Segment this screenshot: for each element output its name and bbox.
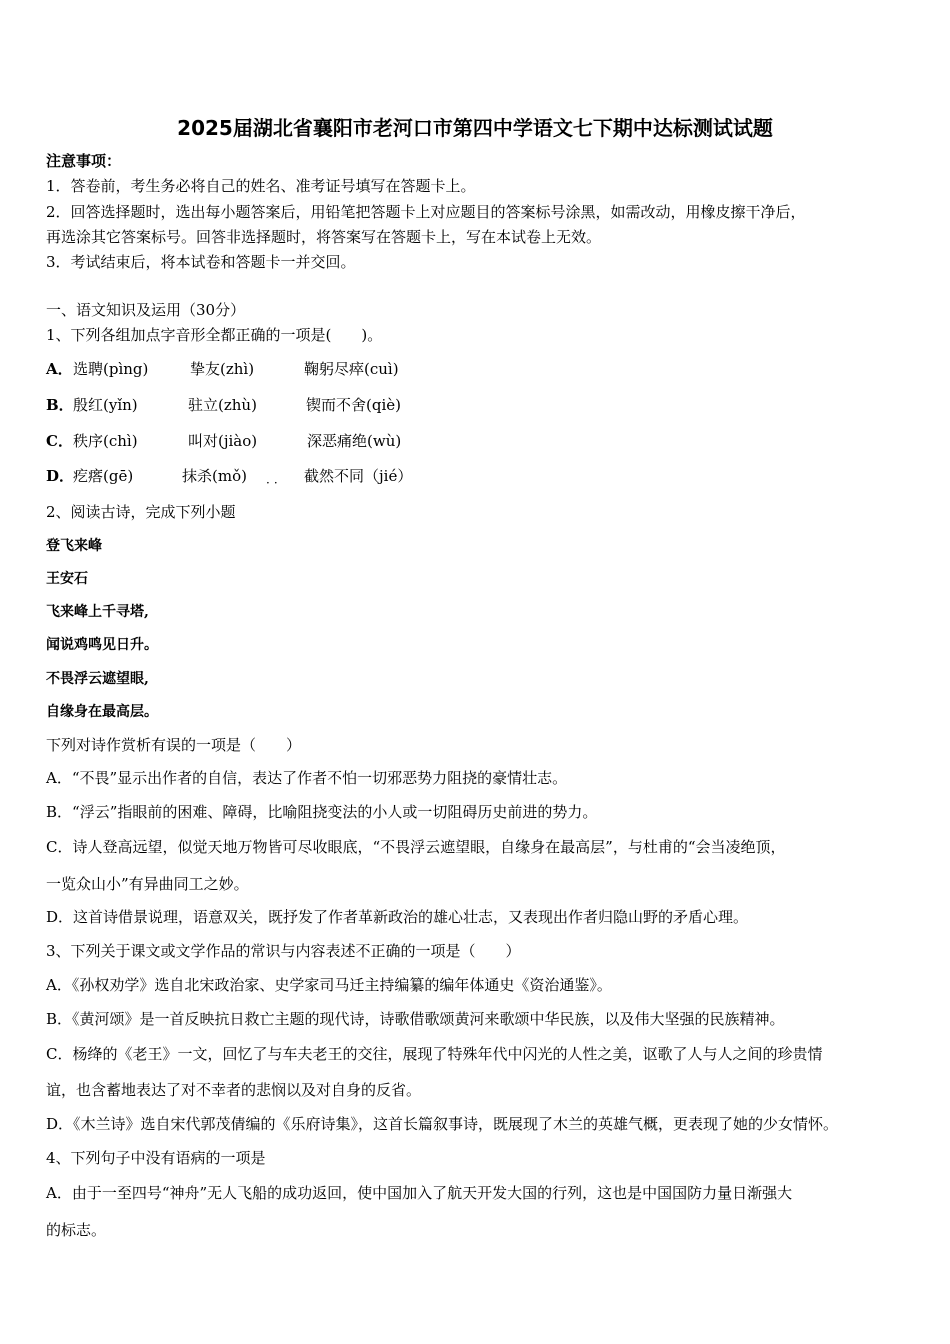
- q3-option: D．《木兰诗》选自宋代郭茂倩编的《乐府诗集》，这首长篇叙事诗，既展现了木兰的英雄气概，更表现了她的少女情怀。: [46, 1115, 839, 1133]
- emphasis-dots: ··: [266, 476, 282, 490]
- poem-line: 闻说鸡鸣见日升。: [46, 637, 158, 653]
- notice-item: 3．考试结束后，将本试卷和答题卡一并交回。: [46, 253, 356, 271]
- q1-stem: 1、下列各组加点字音形全都正确的一项是( )。: [46, 326, 383, 344]
- poem-line: 飞来峰上千寻塔,: [46, 604, 149, 620]
- option-item: 挚友(zhì): [190, 360, 255, 378]
- option-label: A．: [46, 360, 73, 378]
- q2-option: A．“不畏”显示出作者的自信，表达了作者不怕一切邪恶势力阻挠的豪情壮志。: [46, 769, 568, 787]
- option-item: 锲而不舍(qiè): [306, 396, 401, 414]
- q4-stem: 4、下列句子中没有语病的一项是: [46, 1149, 266, 1167]
- q2-option: D．这首诗借景说理，语意双关，既抒发了作者革新政治的雄心壮志，又表现出作者归隐山野的矛盾心理。: [46, 908, 749, 926]
- q3-option: A．《孙权劝学》选自北宋政治家、史学家司马迁主持编纂的编年体通史《资治通鉴》。: [46, 976, 612, 994]
- option-item: 秩序(chì): [73, 432, 138, 450]
- poem-title: 登飞来峰: [46, 538, 102, 554]
- option-item: 叫对(jiào): [188, 432, 258, 450]
- section-heading: 一、语文知识及运用（30分）: [46, 301, 246, 319]
- poem-line: 自缘身在最高层。: [46, 704, 158, 720]
- option-label: B．: [46, 396, 74, 414]
- q2-option: B．“浮云”指眼前的困难、障碍，比喻阻挠变法的小人或一切阻碍历史前进的势力。: [46, 803, 598, 821]
- q2-option: 一览众山小”有异曲同工之妙。: [46, 875, 249, 893]
- notice-heading: 注意事项：: [46, 152, 122, 170]
- poem-author: 王安石: [46, 571, 88, 587]
- q2-option: C．诗人登高远望，似觉天地万物皆可尽收眼底，“不畏浮云遮望眼，自缘身在最高层”，与杜甫的“会当凌绝顶，: [46, 838, 786, 856]
- option-item: 疙瘩(gē): [73, 467, 134, 485]
- option-item: 殷红(yǐn): [73, 396, 138, 414]
- q4-option: 的标志。: [46, 1221, 107, 1239]
- q3-option: 谊，也含蓄地表达了对不幸者的悲悯以及对自身的反省。: [46, 1081, 422, 1099]
- notice-item: 2．回答选择题时，选出每小题答案后，用铅笔把答题卡上对应题目的答案标号涂黑，如需改动，用橡皮擦干净后，: [46, 203, 806, 221]
- notice-item: 1．答卷前，考生务必将自己的姓名、准考证号填写在答题卡上。: [46, 177, 476, 195]
- option-item: 驻立(zhù): [188, 396, 257, 414]
- q2-question: 下列对诗作赏析有误的一项是（ ）: [46, 736, 302, 754]
- poem-line: 不畏浮云遮望眼,: [46, 671, 149, 687]
- option-item: 抹杀(mǒ): [182, 467, 247, 485]
- q4-option: A．由于一至四号“神舟”无人飞船的成功返回，使中国加入了航天开发大国的行列，这也是中国国防力量日渐强大: [46, 1184, 793, 1202]
- option-item: 选聘(pìng): [73, 360, 149, 378]
- q3-option: B．《黄河颂》是一首反映抗日救亡主题的现代诗，诗歌借歌颂黄河来歌颂中华民族，以及伟大坚强的民族精神。: [46, 1010, 785, 1028]
- q3-option: C．杨绛的《老王》一文，回忆了与车夫老王的交往，展现了特殊年代中闪光的人性之美，讴歌了人与人之间的珍贵情: [46, 1045, 823, 1063]
- option-label: C．: [46, 432, 73, 450]
- page-title: 2025届湖北省襄阳市老河口市第四中学语文七下期中达标测试试题: [177, 116, 773, 140]
- option-item: 截然不同（jié）: [304, 467, 413, 485]
- q2-stem: 2、阅读古诗，完成下列小题: [46, 503, 236, 521]
- option-label: D．: [46, 467, 75, 485]
- option-item: 深恶痛绝(wù): [307, 432, 402, 450]
- notice-item: 再选涂其它答案标号。回答非选择题时，将答案写在答题卡上，写在本试卷上无效。: [46, 228, 602, 246]
- option-item: 鞠躬尽瘁(cuì): [304, 360, 399, 378]
- q3-stem: 3、下列关于课文或文学作品的常识与内容表述不正确的一项是（ ）: [46, 942, 521, 960]
